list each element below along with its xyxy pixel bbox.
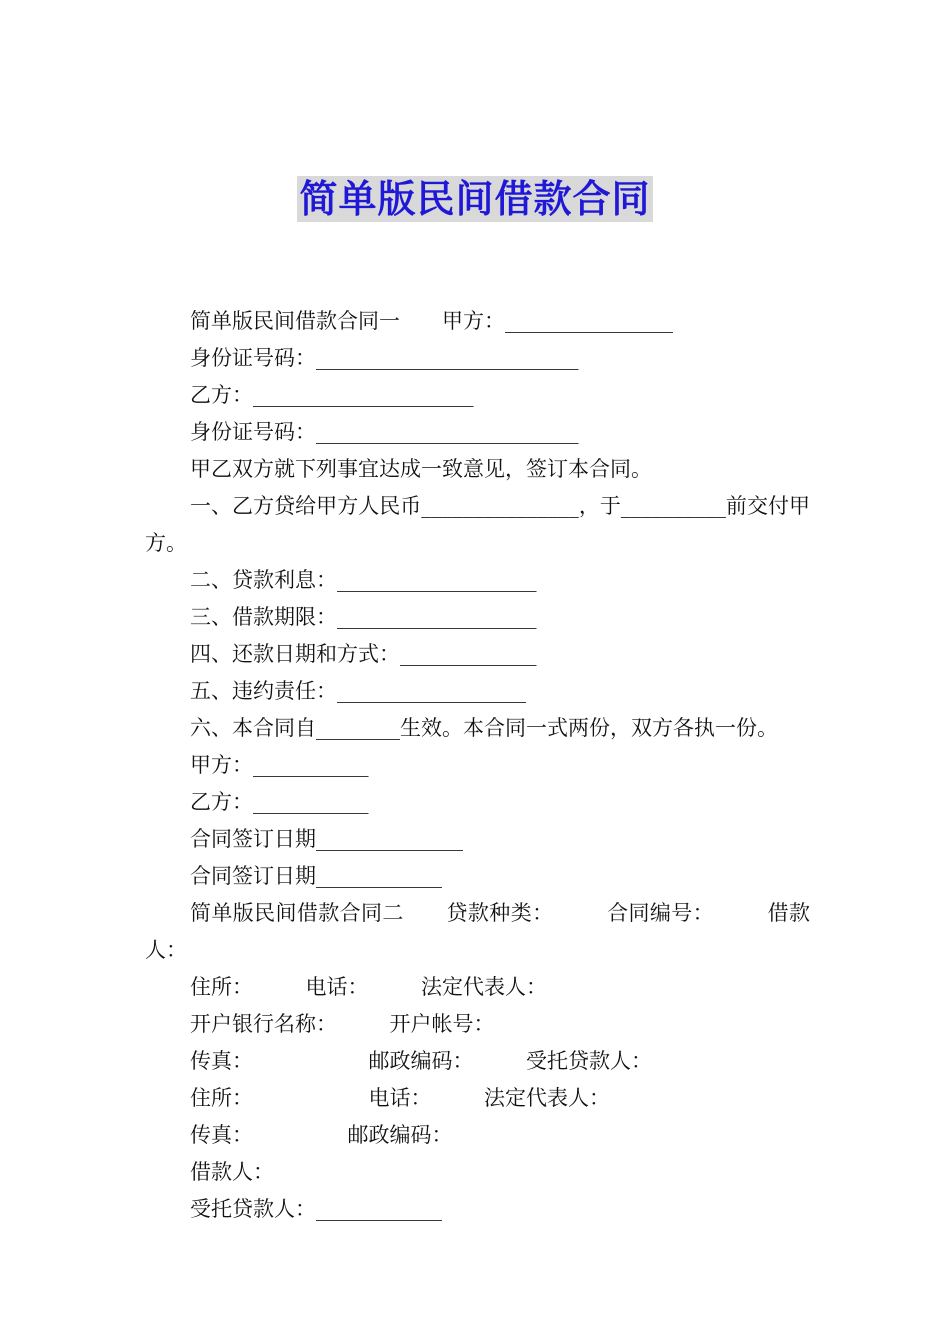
paragraph-clause-6: 六、本合同自________生效。本合同一式两份，双方各执一份。 [190,716,778,740]
paragraph-address-1: 住所： 电话： 法定代表人： [190,975,547,999]
paragraph-clause-3: 三、借款期限：___________________ [190,605,537,629]
paragraph-clause-5: 五、违约责任：__________________ [190,679,526,703]
paragraph-party-a: 简单版民间借款合同一 甲方：________________ [190,309,673,333]
paragraph-address-2: 住所： 电话： 法定代表人： [190,1086,610,1110]
paragraph-borrower: 借款人： [190,1160,274,1184]
paragraph-trustee: 受托贷款人：____________ [190,1197,442,1221]
document-title: 简单版民间借款合同 [299,177,651,221]
paragraph-fax-2: 传真： 邮政编码： [190,1123,453,1147]
paragraph-fax-1: 传真： 邮政编码： 受托贷款人： [190,1049,652,1073]
paragraph-sign-date-2: 合同签订日期____________ [190,864,442,888]
paragraph-sign-date-1: 合同签订日期______________ [190,827,463,851]
paragraph-sign-b: 乙方：___________ [190,790,369,814]
paragraph-contract-2-header: 简单版民间借款合同二 贷款种类： 合同编号： 借款人： [145,901,810,962]
paragraph-clause-2: 二、贷款利息：___________________ [190,568,537,592]
paragraph-id-b: 身份证号码：_________________________ [190,420,579,444]
paragraph-id-a: 身份证号码：_________________________ [190,346,579,370]
title-block [0,176,950,222]
paragraph-clause-4: 四、还款日期和方式：_____________ [190,642,537,666]
paragraph-agreement: 甲乙双方就下列事宜达成一致意见，签订本合同。 [190,457,652,481]
paragraph-clause-1: 一、乙方贷给甲方人民币_______________，于__________前交付甲方。 [145,494,810,555]
paragraph-party-b: 乙方：_____________________ [190,383,474,407]
document-body [145,303,810,1228]
paragraph-bank: 开户银行名称： 开户帐号： [190,1012,495,1036]
paragraph-sign-a: 甲方：___________ [190,753,369,777]
